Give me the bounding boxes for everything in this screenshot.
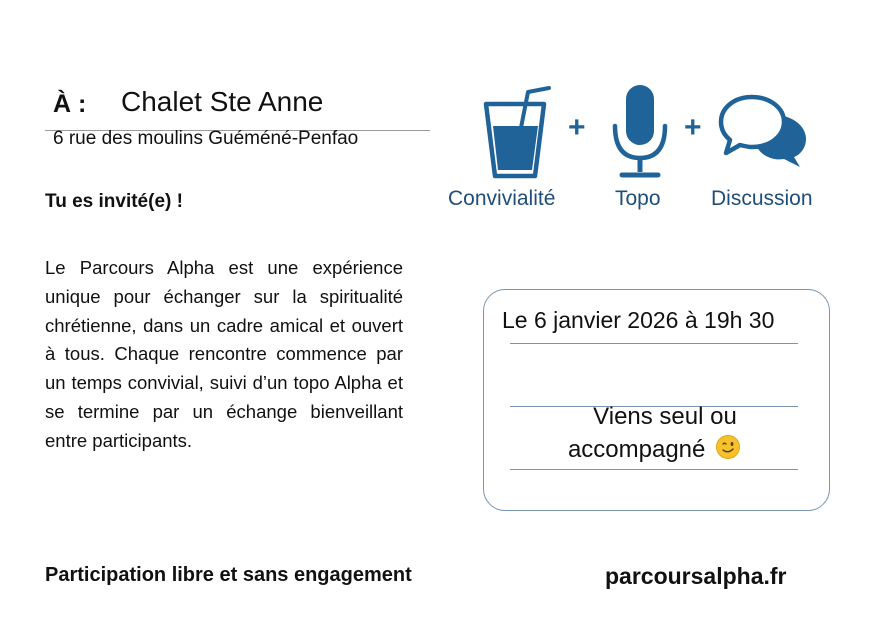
invite-heading: Tu es invité(e) ! [45, 191, 183, 212]
winking-face-icon [716, 435, 740, 459]
event-date: Le 6 janvier 2026 à 19h 30 [502, 307, 775, 333]
event-divider-1 [510, 343, 798, 344]
speech-bubbles-icon [718, 93, 808, 167]
step-label-topo: Topo [615, 187, 661, 210]
event-divider-3 [510, 469, 798, 470]
website-link[interactable]: parcoursalpha.fr [605, 563, 787, 589]
venue-street: 6 rue des moulins Guéméné-Penfao [53, 128, 359, 149]
microphone-icon [611, 84, 669, 180]
invite-description: Le Parcours Alpha est une expérience unique pour échanger sur la spiritualité chrétienne, dans un cadre amical et ouvert à tous. Chaque rencontre commence par un temps convivial, suivi d’un topo Alpha et se termine par un échange bienveillant entre participants. [45, 257, 403, 451]
address-prefix: À : [53, 90, 87, 118]
footer-participation: Participation libre et sans engagement [45, 564, 412, 586]
come-line-1: Viens seul ou [593, 403, 737, 430]
drink-icon [481, 86, 551, 180]
come-line-2-text: accompagné [567, 436, 706, 463]
venue-name: Chalet Ste Anne [121, 86, 324, 117]
plus-sign-1: + [568, 111, 586, 144]
step-label-convivialite: Convivialité [448, 187, 556, 210]
come-line-2 [510, 435, 798, 464]
plus-sign-2: + [684, 111, 702, 144]
step-label-discussion: Discussion [711, 187, 813, 210]
